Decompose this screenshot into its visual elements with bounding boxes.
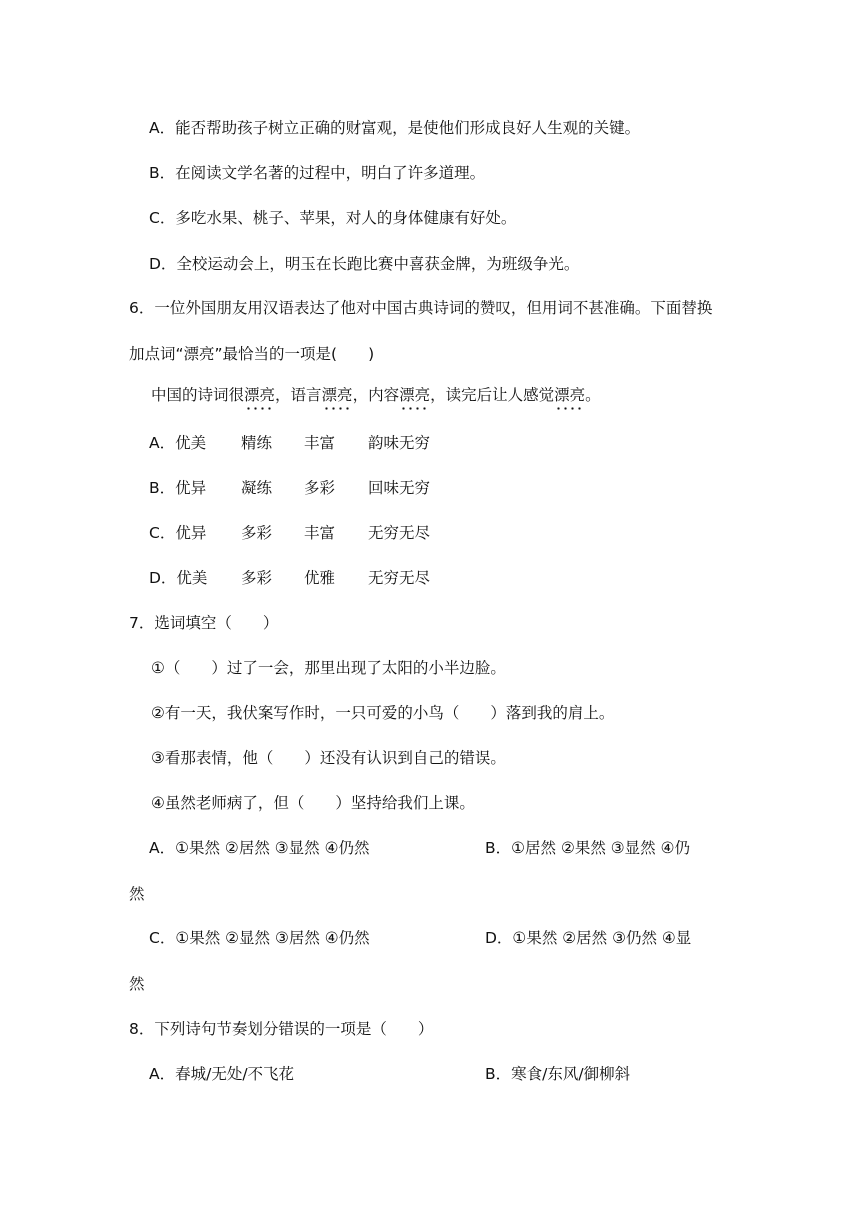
dotted-word: 漂亮	[321, 386, 353, 404]
q7-option-b: B．①居然 ②果然 ③显然 ④仍	[485, 839, 690, 857]
q7-option-c: C．①果然 ②显然 ③居然 ④仍然	[149, 929, 370, 947]
dotted-word: 漂亮	[244, 386, 276, 404]
q5-option-c: C．多吃水果、桃子、苹果，对人的身体健康有好处。	[149, 209, 517, 227]
q6-option-b-word4: 回味无穷	[368, 479, 431, 497]
sentence-part: ，语言	[275, 386, 322, 404]
dotted-word: 漂亮	[554, 386, 586, 404]
q8-option-b: B．寒食/东风/御柳斜	[485, 1065, 631, 1083]
q6-option-d-word3: 优雅	[304, 569, 336, 587]
q6-option-d-label: D．优美	[149, 569, 208, 587]
q6-sentence	[151, 384, 601, 406]
sentence-part: ，内容	[352, 386, 400, 404]
q6-option-c-word3: 丰富	[304, 524, 336, 542]
q6-stem-line1: 6．一位外国朋友用汉语表达了他对中国古典诗词的赞叹，但用词不甚准确。下面替换	[129, 299, 713, 317]
q6-option-b-word2: 凝练	[241, 479, 273, 497]
q7-option-d-wrap: 然	[129, 975, 145, 993]
q5-option-d: D．全校运动会上，明玉在长跑比赛中喜获金牌，为班级争光。	[149, 255, 580, 273]
q7-option-b-wrap: 然	[129, 885, 145, 903]
q7-stem: 7．选词填空（ ）	[129, 614, 279, 632]
q7-item-3: ③看那表情，他（ ）还没有认识到自己的错误。	[151, 749, 506, 767]
q7-item-2: ②有一天，我伏案写作时，一只可爱的小鸟（ ）落到我的肩上。	[151, 704, 615, 722]
q6-option-b-word3: 多彩	[304, 479, 336, 497]
q7-option-d: D．①果然 ②居然 ③仍然 ④显	[485, 929, 692, 947]
q6-option-a-label: A．优美	[149, 434, 207, 452]
q6-option-d-word4: 无穷无尽	[368, 569, 431, 587]
q6-option-d-word2: 多彩	[241, 569, 273, 587]
q6-option-b-label: B．优异	[149, 479, 207, 497]
q6-option-a-word2: 精练	[241, 434, 273, 452]
dotted-word: 漂亮	[399, 386, 431, 404]
q7-item-4: ④虽然老师病了，但（ ）坚持给我们上课。	[151, 794, 475, 812]
sentence-part: 中国的诗词很	[151, 386, 245, 404]
q8-option-a: A．春城/无处/不飞花	[149, 1065, 295, 1083]
q6-option-a-word4: 韵味无穷	[368, 434, 431, 452]
q6-option-a-word3: 丰富	[304, 434, 336, 452]
sentence-part: ，读完后让人感觉	[430, 386, 555, 404]
q7-option-a: A．①果然 ②居然 ③显然 ④仍然	[149, 839, 370, 857]
q6-option-c-word4: 无穷无尽	[368, 524, 431, 542]
q7-item-1: ①（ ）过了一会，那里出现了太阳的小半边脸。	[151, 659, 506, 677]
q6-option-c-word2: 多彩	[241, 524, 273, 542]
q5-option-b: B．在阅读文学名著的过程中，明白了许多道理。	[149, 164, 486, 182]
q6-stem-line2: 加点词“漂亮”最恰当的一项是( )	[129, 345, 375, 363]
q8-stem: 8．下列诗句节奏划分错误的一项是（ ）	[129, 1020, 434, 1038]
q6-option-c-label: C．优异	[149, 524, 207, 542]
sentence-part: 。	[585, 386, 601, 404]
q5-option-a: A．能否帮助孩子树立正确的财富观，是使他们形成良好人生观的关键。	[149, 119, 641, 137]
